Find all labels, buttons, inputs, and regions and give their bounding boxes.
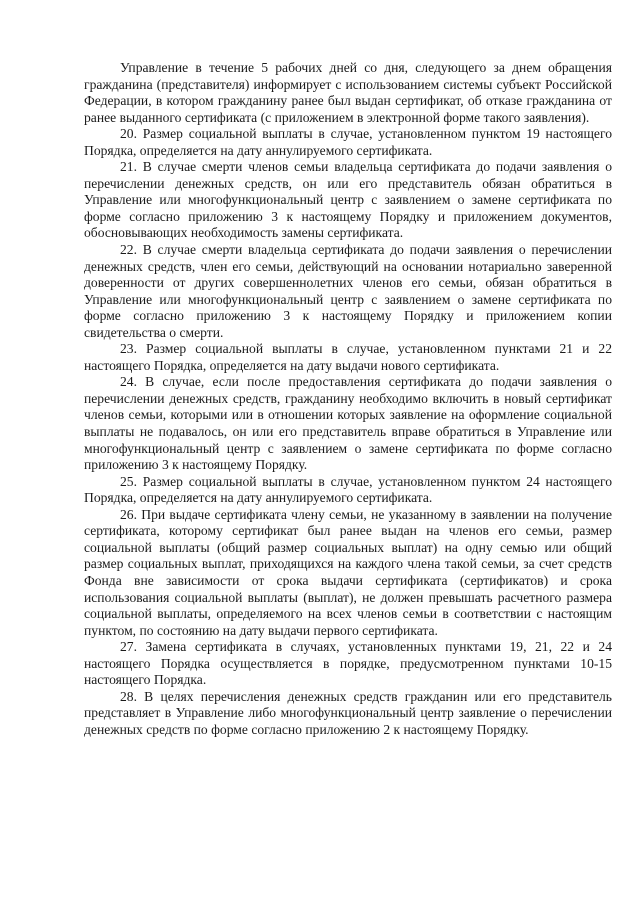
paragraph-21: 21. В случае смерти членов семьи владельца сертификата до подачи заявления о перечислении денежных средств, он или его представитель обязан обратиться в Управление или многофункциональный центр с заявлением о замене сертификата по форме согласно приложению 3 к настоящему Порядку и приложением документов, обосновывающих необходимость замены сертификата.: [84, 159, 612, 241]
paragraph-24: 24. В случае, если после предоставления сертификата до подачи заявления о перечислении денежных средств, гражданину необходимо включить в новый сертификат членов семьи, которыми или в отношении которых заявление на оформление социальной выплаты не подавалось, он или его представитель вправе обратиться в Управление или многофункциональный центр с заявлением о замене сертификата по форме согласно приложению 3 к настоящему Порядку.: [84, 374, 612, 473]
paragraph-19-continuation: Управление в течение 5 рабочих дней со дня, следующего за днем обращения гражданина (представителя) информирует с использованием системы субъект Российской Федерации, в котором гражданину ранее был выдан сертификат, об отказе гражданина от ранее выданного сертификата (с приложением в электронной форме такого заявления).: [84, 60, 612, 125]
paragraph-28: 28. В целях перечисления денежных средств гражданин или его представитель представляет в Управление либо многофункциональный центр заявление о перечислении денежных средств по форме согласно приложению 2 к настоящему Порядку.: [84, 688, 612, 737]
paragraph-27: 27. Замена сертификата в случаях, установленных пунктами 19, 21, 22 и 24 настоящего Порядка осуществляется в порядке, предусмотренном пунктами 10-15 настоящего Порядка.: [84, 639, 612, 688]
document-body: [84, 60, 612, 738]
paragraph-26: 26. При выдаче сертификата члену семьи, не указанному в заявлении на получение сертификата, которому сертификат был ранее выдан на членов его семьи, размер социальной выплаты (общий размер социальных выплат) на одну семью или общий размер социальных выплат, приходящихся на каждого члена такой семьи, за счет средств Фонда вне зависимости от срока выдачи сертификата (сертификатов) и срока использования социальной выплаты (выплат), не должен превышать расчетного размера социальной выплаты, определяемого на всех членов семьи в соответствии с настоящим пунктом, по состоянию на дату выдачи первого сертификата.: [84, 506, 612, 638]
paragraph-25: 25. Размер социальной выплаты в случае, установленном пунктом 24 настоящего Порядка, определяется на дату аннулируемого сертификата.: [84, 473, 612, 506]
paragraph-22: 22. В случае смерти владельца сертификата до подачи заявления о перечислении денежных средств, член его семьи, действующий на основании нотариально заверенной доверенности от других совершеннолетних членов его семьи, обязан обратиться в Управление или многофункциональный центр с заявлением о замене сертификата по форме согласно приложению 3 к настоящему Порядку и приложением копии свидетельства о смерти.: [84, 242, 612, 340]
paragraph-20: 20. Размер социальной выплаты в случае, установленном пунктом 19 настоящего Порядка, определяется на дату аннулируемого сертификата.: [84, 126, 612, 158]
paragraph-23: 23. Размер социальной выплаты в случае, установленном пунктами 21 и 22 настоящего Порядка, определяется на дату выдачи нового сертификата.: [84, 341, 612, 373]
